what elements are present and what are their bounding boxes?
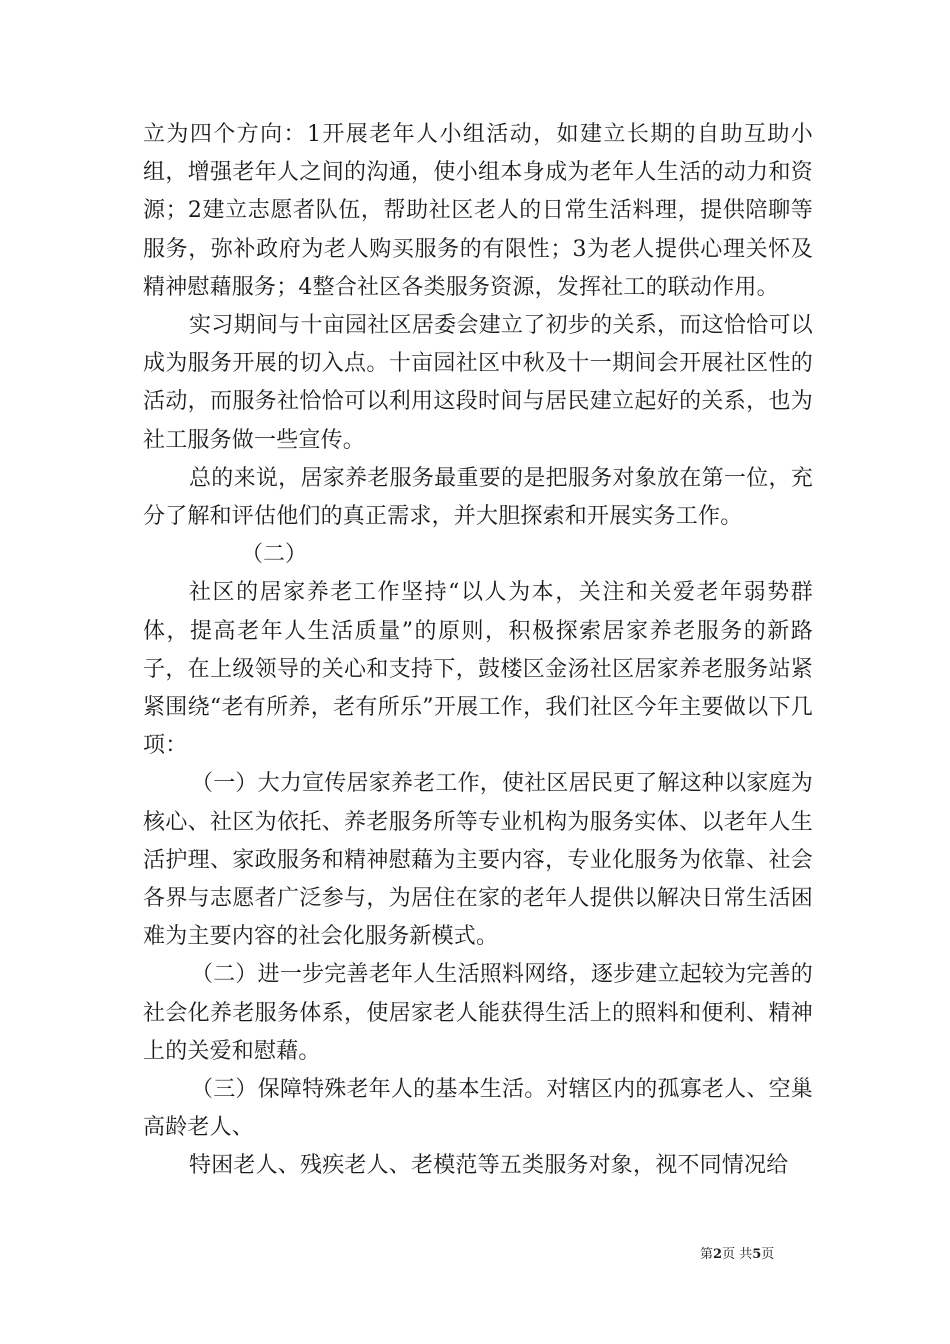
footer-middle: 页 共: [722, 1247, 753, 1262]
page-footer: [700, 1246, 774, 1264]
paragraph-item-three: （三）保障特殊老年人的基本生活。对辖区内的孤寡老人、空巢高龄老人、: [143, 1077, 813, 1141]
paragraph-directions: 立为四个方向：1开展老年人小组活动，如建立长期的自助互助小组，增强老年人之间的沟通，使小组本身成为老年人生活的动力和资源；2建立志愿者队伍，帮助社区老人的日常生活料理，提供陪聊等服务，弥补政府为老人购买服务的有限性；3为老人提供心理关怀及精神慰藉服务；4整合社区各类服务资源，发挥社工的联动作用。: [143, 122, 813, 300]
footer-suffix: 页: [761, 1247, 775, 1262]
paragraph-internship: 实习期间与十亩园社区居委会建立了初步的关系，而这恰恰可以成为服务开展的切入点。十亩园社区中秋及十一期间会开展社区性的活动，而服务社恰恰可以利用这段时间与居民建立起好的关系，也为社工服务做一些宣传。: [143, 313, 813, 453]
paragraph-continuation: 特困老人、残疾老人、老模范等五类服务对象，视不同情况给: [189, 1153, 789, 1179]
footer-current-page: 2: [713, 1247, 723, 1262]
section-heading-two: （二）: [241, 542, 308, 568]
paragraph-item-two: （二）进一步完善老年人生活照料网络，逐步建立起较为完善的社会化养老服务体系，使居家老人能获得生活上的照料和便利、精神上的关爱和慰藉。: [143, 962, 813, 1064]
footer-total-pages: 5: [752, 1247, 762, 1262]
paragraph-community-work: 社区的居家养老工作坚持“以人为本，关注和关爱老年弱势群体，提高老年人生活质量”的原则，积极探索居家养老服务的新路子，在上级领导的关心和支持下，鼓楼区金汤社区居家养老服务站紧紧围绕“老有所养，老有所乐”开展工作，我们社区今年主要做以下几项：: [143, 580, 813, 759]
footer-prefix: 第: [700, 1247, 714, 1262]
paragraph-summary: 总的来说，居家养老服务最重要的是把服务对象放在第一位，充分了解和评估他们的真正需求，并大胆探索和开展实务工作。: [143, 465, 813, 530]
document-body: [143, 116, 813, 1186]
paragraph-item-one: （一）大力宣传居家养老工作，使社区居民更了解这种以家庭为核心、社区为依托、养老服务所等专业机构为服务实体、以老年人生活护理、家政服务和精神慰藉为主要内容，专业化服务为依靠、社会各界与志愿者广泛参与，为居住在家的老年人提供以解决日常生活困难为主要内容的社会化服务新模式。: [143, 771, 813, 950]
